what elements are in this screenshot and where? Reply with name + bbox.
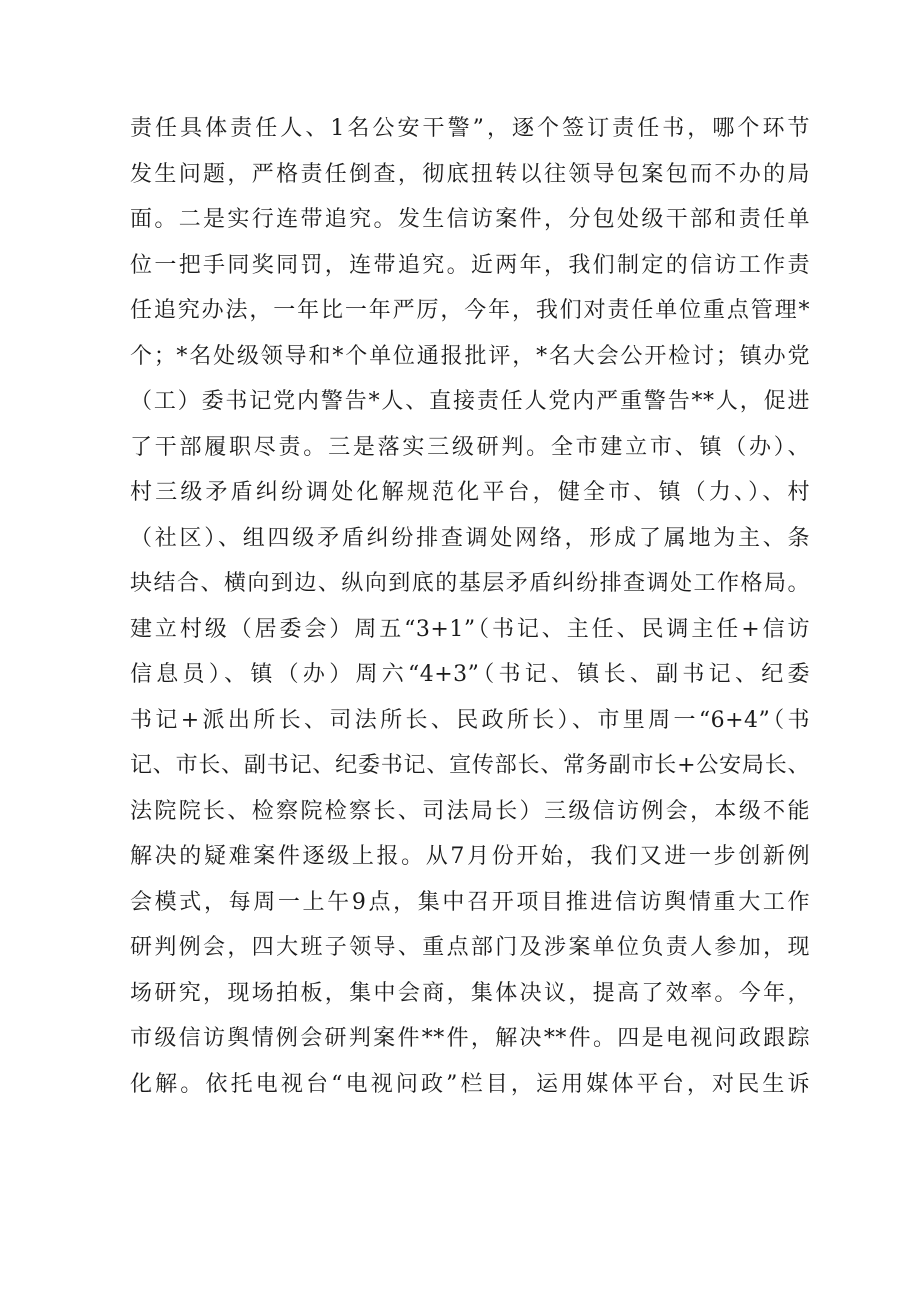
text-line: 位一把手同奖同罚，连带追究。近两年，我们制定的信访工作责 <box>130 252 810 278</box>
text-line: 个；*名处级领导和*个单位通报批评，*名大会公开检讨；镇办党 <box>130 343 810 369</box>
text-line: 书记+派出所长、司法所长、民政所长）、市里周一“6+4”（书 <box>130 707 810 733</box>
body-text <box>130 106 810 1107</box>
text-line: 块结合、横向到边、纵向到底的基层矛盾纠纷排查调处工作格局。 <box>130 571 810 596</box>
text-line: 任追究办法，一年比一年严厉，今年，我们对责任单位重点管理* <box>130 298 810 323</box>
text-line: 责任具体责任人、1名公安干警”，逐个签订责任书，哪个环节 <box>130 116 810 141</box>
text-line: 研判例会，四大班子领导、重点部门及涉案单位负责人参加，现 <box>130 935 810 960</box>
text-line: （社区）、组四级矛盾纠纷排查调处网络，形成了属地为主、条 <box>130 525 810 551</box>
text-line: 了干部履职尽责。三是落实三级研判。全市建立市、镇（办）、 <box>130 434 810 460</box>
text-line: 发生问题，严格责任倒查，彻底扭转以往领导包案包而不办的局 <box>130 161 810 187</box>
text-line: 记、市长、副书记、纪委书记、宣传部长、常务副市长+公安局长、 <box>130 753 810 778</box>
text-line: 信息员）、镇（办）周六“4+3”（书记、镇长、副书记、纪委 <box>130 662 810 687</box>
text-line: 市级信访舆情例会研判案件**件，解决**件。四是电视问政跟踪 <box>130 1026 810 1051</box>
text-line: 法院院长、检察院检察长、司法局长）三级信访例会，本级不能 <box>130 798 810 824</box>
text-line: 化解。依托电视台“电视问政”栏目，运用媒体平台，对民生诉 <box>130 1071 810 1097</box>
text-line: 解决的疑难案件逐级上报。从7月份开始，我们又进一步创新例 <box>130 844 810 869</box>
text-line: 面。二是实行连带追究。发生信访案件，分包处级干部和责任单 <box>130 207 810 232</box>
text-line: 会模式，每周一上午9点，集中召开项目推进信访舆情重大工作 <box>130 889 810 915</box>
text-line: 村三级矛盾纠纷调处化解规范化平台，健全市、镇（力、）、村 <box>130 480 810 505</box>
text-line: （工）委书记党内警告*人、直接责任人党内严重警告**人，促进 <box>130 389 810 414</box>
text-line: 建立村级（居委会）周五“3+1”（书记、主任、民调主任+信访 <box>130 616 810 642</box>
text-line: 场研究，现场拍板，集中会商，集体决议，提高了效率。今年， <box>130 980 810 1006</box>
